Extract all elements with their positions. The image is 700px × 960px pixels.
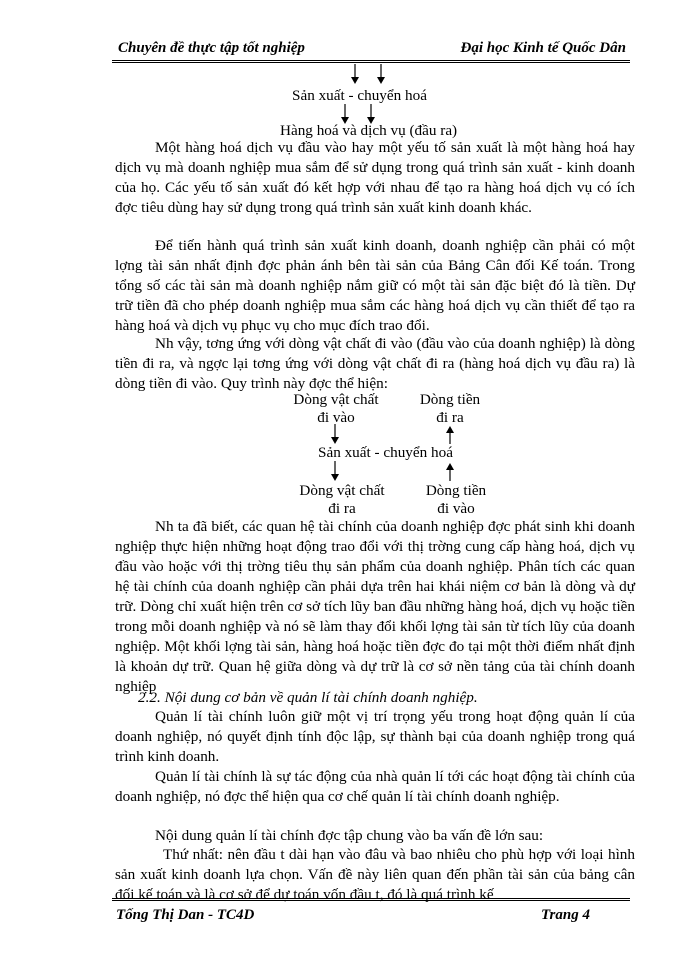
page-header (112, 38, 630, 63)
header-thesis-title: Chuyên đề thực tập tốt nghiệp (118, 40, 305, 56)
diagram2-process: Sản xuất - chuyển hoá (318, 444, 453, 461)
section-heading: 2.2. Nội dung cơ bản về quản lí tài chính doanh nghiệp. (138, 689, 478, 706)
footer-author: Tống Thị Dan - TC4D (116, 907, 255, 923)
paragraph-1: Một hàng hoá dịch vụ đầu vào hay một yếu tố sản xuất là một hàng hoá hay dịch vụ mà doanh nghiệp mua sắm để sử dụng trong quá trình sản xuất - kinh doanh của họ. Các yếu tố sản xuất đó kết hợp với nhau để tạo ra hàng hoá dịch vụ có ích đợc tiêu dùng hay sử dụng trong quá trình sản xuất kinh doanh khác. (115, 139, 635, 216)
paragraph-8: Thứ nhất: nên đầu t dài hạn vào đâu và bao nhiêu cho phù hợp với loại hình sản xuất kinh doanh lựa chọn. Vấn đề này liên quan đến phần tài sản của bảng cân đối kế toán và là cơ sở để dự toán vốn đầu t, đó là quá trình kế (115, 846, 635, 903)
diagram2-out-money-1: Dòng tiền (419, 391, 481, 408)
paragraph-3: Nh vậy, tơng ứng với dòng vật chất đi vào (đầu vào của doanh nghiệp) là dòng tiền đi ra, và ngợc lại tơng ứng với dòng vật chất đi ra (hàng hoá dịch vụ đầu ra) là dòng tiền đi vào. Quy trình này đợc thể hiện: (115, 335, 635, 392)
diagram2-lower-arrows (320, 461, 460, 483)
paragraph-2: Để tiến hành quá trình sản xuất kinh doanh, doanh nghiệp cần phải có một lợng tài sản nhất định đợc phản ánh bên tài sản của Bảng Cân đối Kế toán. Trong tổng số các tài sản mà doanh nghiệp nắm giữ có một tài sản đặc biệt đó là tiền. Dự trữ tiền đã cho phép doanh nghiệp mua sắm các hàng hoá dịch vụ cần thiết để tạo ra hàng hoá và dịch vụ phục vụ cho mục đích trao đổi. (115, 237, 635, 334)
diagram1-top-arrows (345, 64, 395, 86)
paragraph-4: Nh ta đã biết, các quan hệ tài chính của doanh nghiệp đợc phát sinh khi doanh nghiệp thực hiện những hoạt động trao đổi với thị trờng cung cấp hàng hoá, dịch vụ đầu vào hoặc với thị trờng tiêu thụ sản phẩm của doanh nghiệp. Phân tích các quan hệ tài chính của doanh nghiệp cần phải dựa trên hai khái niệm cơ bản là dòng và dự trữ. Dòng chỉ xuất hiện trên cơ sở tích lũy ban đầu những hàng hoá, dịch vụ hoặc tiền trong mỗi doanh nghiệp và nó sẽ làm thay đổi khối lợng tài sản từ tích lũy của doanh nghiệp. Một khối lợng tài sản, hàng hoá hoặc tiền đợc đo tại một thời điểm nhất định là khoản dự trữ. Quan hệ giữa dòng và dự trữ là cơ sở nền tảng của tài chính doanh nghiệp (115, 518, 635, 695)
diagram1-process: Sản xuất - chuyển hoá (292, 87, 427, 104)
diagram2-in-money-1: Dòng tiền (425, 482, 487, 499)
diagram2-out-goods-1: Dòng vật chất (299, 482, 385, 499)
paragraph-7: Nội dung quản lí tài chính đợc tập chung vào ba vấn đề lớn sau: (155, 827, 544, 844)
paragraph-6: Quản lí tài chính là sự tác động của nhà quản lí tới các hoạt động tài chính của doanh nghiệp, nó đợc thể hiện qua cơ chế quản lí tài chính doanh nghiệp. (115, 768, 635, 805)
diagram1-output: Hàng hoá và dịch vụ (đầu ra) (280, 122, 458, 139)
diagram2-in-goods-2: đi vào (317, 409, 355, 426)
diagram2-in-money-2: đi vào (437, 500, 475, 517)
header-university: Đại học Kinh tế Quốc Dân (460, 40, 626, 56)
diagram2-out-money-2: đi ra (436, 409, 464, 426)
diagram2-in-goods-1: Dòng vật chất (293, 391, 379, 408)
footer-page-number: Trang 4 (540, 907, 590, 923)
paragraph-5: Quản lí tài chính luôn giữ một vị trí trọng yếu trong hoạt động quản lí của doanh nghiệp, nó quyết định tính độc lập, sự thành bại của doanh nghiệp trong quá trình kinh doanh. (115, 708, 635, 765)
page-footer (112, 898, 630, 927)
diagram2-out-goods-2: đi ra (328, 500, 356, 517)
